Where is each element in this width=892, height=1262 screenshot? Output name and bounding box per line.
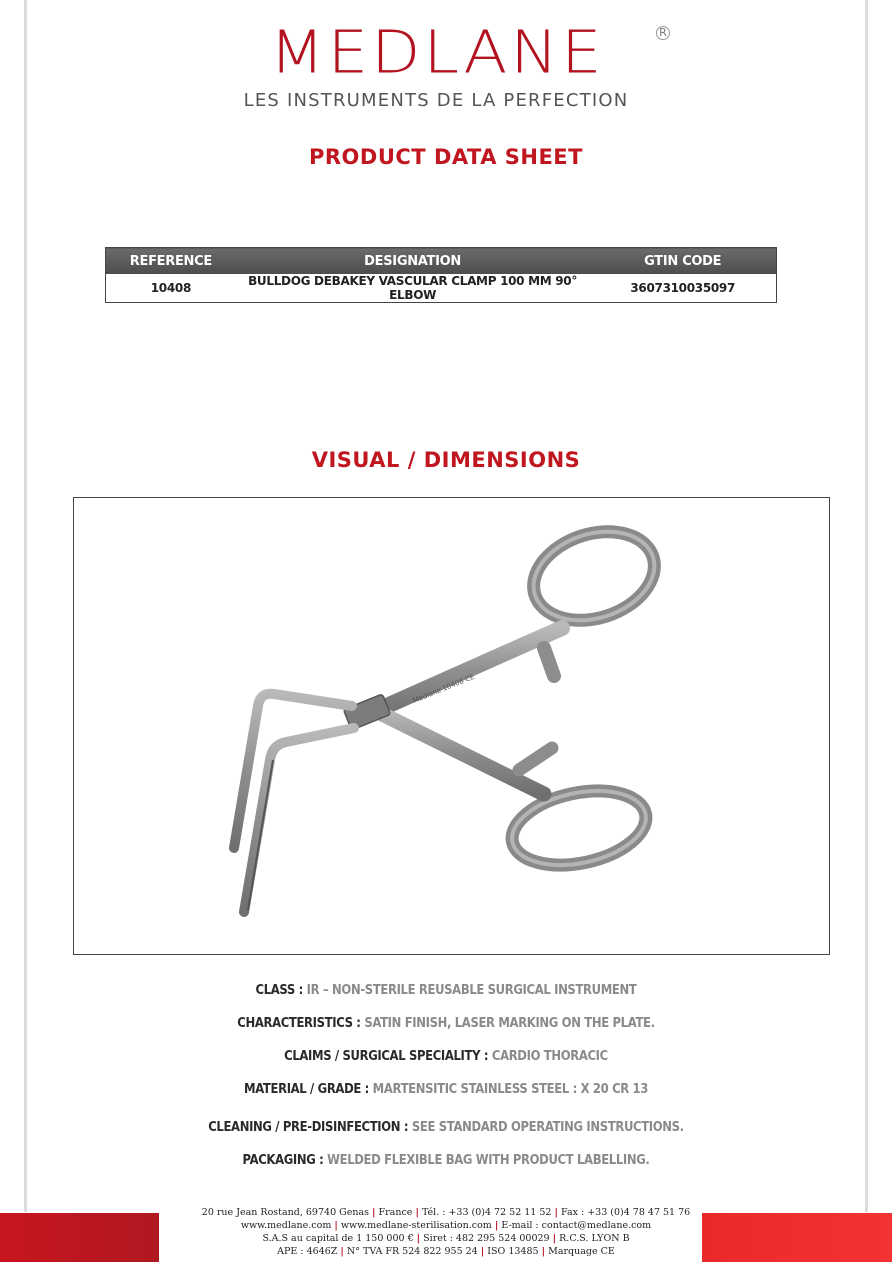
- spec-cleaning: CLEANING / PRE-DISINFECTION : SEE STANDARD OPERATING INSTRUCTIONS.: [208, 1119, 684, 1135]
- vascular-clamp-icon: [74, 498, 831, 956]
- product-visual-box: [73, 497, 830, 955]
- sterilisation-website-link[interactable]: www.medlane-sterilisation.com: [340, 1220, 492, 1231]
- logo-wordmark: MEDLANE: [269, 18, 605, 88]
- spec-class: CLASS : IR – NON-STERILE REUSABLE SURGICAL INSTRUMENT: [255, 982, 637, 998]
- page-border-right: [865, 0, 868, 1212]
- table-header-row: [106, 248, 777, 275]
- visual-dimensions-title: VISUAL / DIMENSIONS: [311, 448, 581, 472]
- table-row: [106, 274, 777, 303]
- registered-mark: R: [656, 26, 670, 40]
- spec-material: MATERIAL / GRADE : MARTENSITIC STAINLESS STEEL : X 20 CR 13: [243, 1081, 649, 1097]
- footer-line-certifications: APE : 4646Z | N° TVA FR 524 822 955 24 | ISO 13485 | Marquage CE: [277, 1246, 615, 1257]
- page-border-left: [24, 0, 27, 1212]
- footer-line-legal: S.A.S au capital de 1 150 000 € | Siret : 482 295 524 00029 | R.C.S. LYON B: [262, 1233, 630, 1244]
- website-link[interactable]: www.medlane.com: [240, 1220, 332, 1231]
- header-designation: DESIGNATION: [236, 248, 590, 275]
- product-data-sheet-title: PRODUCT DATA SHEET: [309, 145, 583, 169]
- header-gtin-code: GTIN CODE: [589, 248, 776, 275]
- logo-tagline: LES INSTRUMENTS DE LA PERFECTION: [243, 90, 629, 111]
- svg-text:Medlane 10408 CE: Medlane 10408 CE: [411, 672, 476, 705]
- spec-characteristics: CHARACTERISTICS : SATIN FINISH, LASER MARKING ON THE PLATE.: [237, 1015, 655, 1031]
- email-link[interactable]: E-mail : contact@medlane.com: [501, 1220, 652, 1231]
- medlane-logo: [222, 18, 672, 117]
- footer-line-web: www.medlane.com | www.medlane-sterilisation.com | E-mail : contact@medlane.com: [240, 1220, 652, 1231]
- company-footer: [0, 1206, 892, 1258]
- reference-table: [105, 247, 777, 303]
- cell-designation: BULLDOG DEBAKEY VASCULAR CLAMP 100 MM 90° ELBOW: [248, 274, 578, 302]
- cell-reference: 10408: [150, 281, 191, 295]
- footer-line-address: 20 rue Jean Rostand, 69740 Genas | France | Tél. : +33 (0)4 72 52 11 52 | Fax : +33 (0)4 78 47 51 76: [201, 1207, 691, 1218]
- header-reference: REFERENCE: [106, 248, 236, 275]
- spec-claims: CLAIMS / SURGICAL SPECIALITY : CARDIO THORACIC: [284, 1048, 608, 1064]
- cell-gtin-code: 3607310035097: [630, 281, 736, 295]
- spec-packaging: PACKAGING : WELDED FLEXIBLE BAG WITH PRODUCT LABELLING.: [242, 1152, 650, 1168]
